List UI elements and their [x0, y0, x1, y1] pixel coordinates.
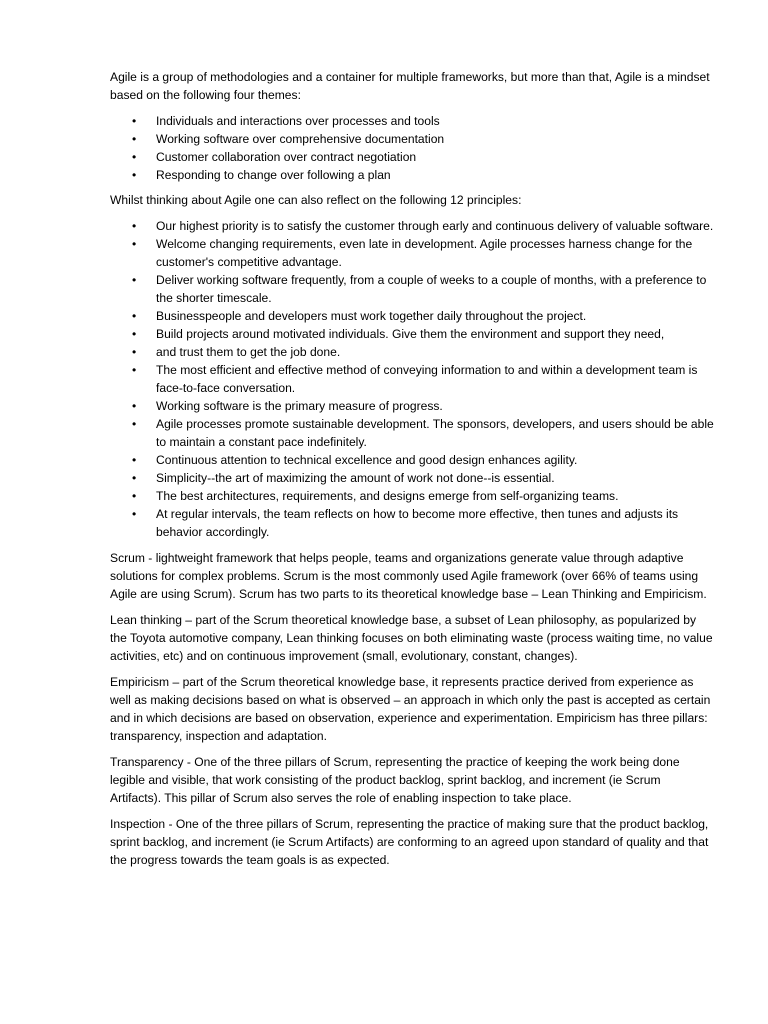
bullet-icon: • — [132, 237, 137, 251]
principles-list — [110, 217, 714, 541]
bullet-icon: • — [132, 219, 137, 233]
themes-list — [110, 112, 714, 184]
list-item: • Working software is the primary measure of progress. — [132, 399, 443, 413]
bullet-icon: • — [132, 150, 137, 164]
list-item: • Working software over comprehensive documentation — [132, 132, 445, 146]
bullet-icon: • — [132, 417, 137, 431]
bullet-icon: • — [132, 507, 137, 521]
bullet-icon: • — [132, 453, 137, 467]
list-item: • The most efficient and effective method of conveying information to and within a development team is face-to-face conversation. — [132, 363, 698, 395]
bullet-icon: • — [132, 132, 137, 146]
list-item: • Individuals and interactions over processes and tools — [132, 114, 440, 128]
list-item: • Deliver working software frequently, from a couple of weeks to a couple of months, with a preference to the shorter timescale. — [132, 273, 707, 305]
bullet-icon: • — [132, 114, 137, 128]
document-page — [110, 68, 714, 877]
list-item: • and trust them to get the job done. — [132, 345, 341, 359]
bullet-icon: • — [132, 471, 137, 485]
bullet-icon: • — [132, 273, 137, 287]
list-item: • Build projects around motivated individuals. Give them the environment and support they need, — [132, 327, 665, 341]
inspection-paragraph: Inspection - One of the three pillars of Scrum, representing the practice of making sure that the product backlog, sprint backlog, and increment (ie Scrum Artifacts) are conforming to an agreed upon standard of quality and that the progress towards the team goals is as expected. — [110, 817, 709, 867]
list-item: • Simplicity--the art of maximizing the amount of work not done--is essential. — [132, 471, 555, 485]
principles-intro-paragraph: Whilst thinking about Agile one can also reflect on the following 12 principles: — [110, 193, 522, 207]
list-item: • Welcome changing requirements, even late in development. Agile processes harness change for the customer's competitive advantage. — [132, 237, 693, 269]
list-item: • Agile processes promote sustainable development. The sponsors, developers, and users should be able to maintain a constant pace indefinitely. — [132, 417, 714, 449]
bullet-icon: • — [132, 345, 137, 359]
list-item: • Responding to change over following a plan — [132, 168, 391, 182]
bullet-icon: • — [132, 363, 137, 377]
bullet-icon: • — [132, 489, 137, 503]
empiricism-paragraph: Empiricism – part of the Scrum theoretical knowledge base, it represents practice derived from experience as well as making decisions based on what is observed – an approach in which only the past is accepted as certain and in which decisions are based on observation, experience and experimentation. Empiricism has three pillars: transparency, inspection and adaptation. — [110, 675, 711, 743]
list-item: • Our highest priority is to satisfy the customer through early and continuous delivery of valuable software. — [132, 219, 714, 233]
list-item: • Businesspeople and developers must work together daily throughout the project. — [132, 309, 587, 323]
scrum-paragraph: Scrum - lightweight framework that helps people, teams and organizations generate value through adaptive solutions for complex problems. Scrum is the most commonly used Agile framework (over 66% of teams using Agile are using Scrum). Scrum has two parts to its theoretical knowledge base – Lean Thinking and Empiricism. — [110, 551, 707, 601]
lean-thinking-paragraph: Lean thinking – part of the Scrum theoretical knowledge base, a subset of Lean philosophy, as popularized by the Toyota automotive company, Lean thinking focuses on both eliminating waste (process waiting time, no value activities, etc) and on continuous improvement (small, evolutionary, constant, changes). — [110, 613, 713, 663]
list-item: • Continuous attention to technical excellence and good design enhances agility. — [132, 453, 578, 467]
intro-paragraph: Agile is a group of methodologies and a container for multiple frameworks, but more than that, Agile is a mindset based on the following four themes: — [110, 70, 710, 102]
bullet-icon: • — [132, 309, 137, 323]
list-item: • At regular intervals, the team reflects on how to become more effective, then tunes and adjusts its behavior accordingly. — [132, 507, 679, 539]
bullet-icon: • — [132, 168, 137, 182]
transparency-paragraph: Transparency - One of the three pillars of Scrum, representing the practice of keeping the work being done legible and visible, that work consisting of the product backlog, sprint backlog, and increment (ie Scrum Artifacts). This pillar of Scrum also serves the role of enabling inspection to take place. — [110, 755, 680, 805]
list-item: • Customer collaboration over contract negotiation — [132, 150, 417, 164]
bullet-icon: • — [132, 327, 137, 341]
list-item: • The best architectures, requirements, and designs emerge from self-organizing teams. — [132, 489, 619, 503]
bullet-icon: • — [132, 399, 137, 413]
